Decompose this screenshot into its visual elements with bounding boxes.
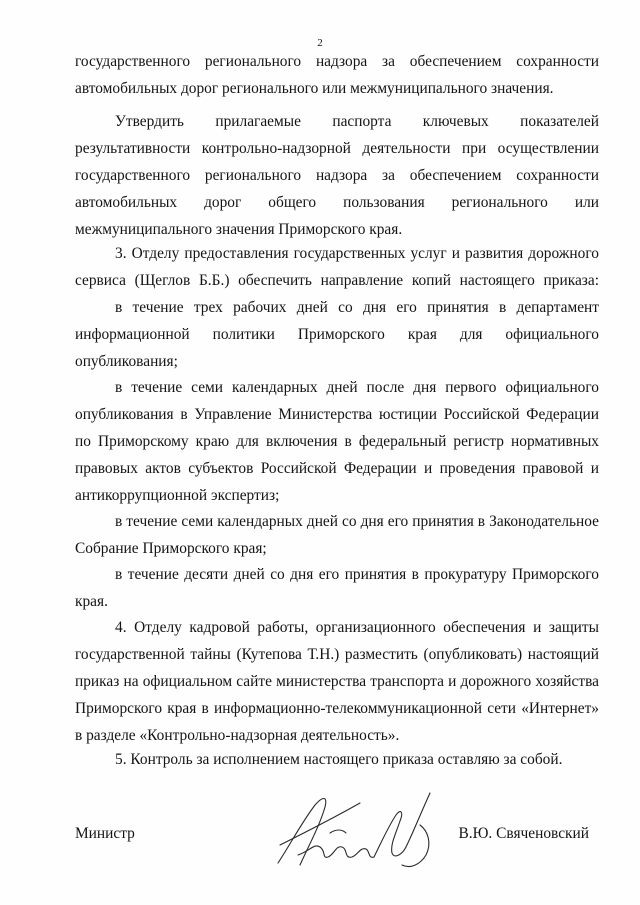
text-line: государственного регионального надзора за обеспечением сохранности <box>75 167 599 184</box>
text-line: в течение семи календарных дней со дня его принятия в Законодательное <box>115 513 599 530</box>
paragraph-approve <box>75 108 599 243</box>
text-line: опубликования; <box>75 353 178 370</box>
text-line: Утвердить прилагаемые паспорта ключевых показателей <box>115 113 599 130</box>
paragraph-legislative-assembly <box>75 508 599 562</box>
text-line: края. <box>75 593 108 610</box>
text-line: правовых актов субъектов Российской Федерации и проведения правовой и <box>75 460 599 477</box>
text-line: автомобильных дорог регионального или межмуниципального значения. <box>75 80 554 97</box>
text-line: в разделе «Контрольно-надзорная деятельность». <box>75 727 400 744</box>
paragraph-item-3 <box>75 240 599 294</box>
text-line: Приморского края в информационно-телекоммуникационной сети «Интернет» <box>75 700 599 717</box>
text-line: в течение трех рабочих дней со дня его принятия в департамент <box>115 299 599 316</box>
text-line: опубликования в Управление Министерства юстиции Российской Федерации <box>75 406 599 423</box>
text-line: государственной тайны (Кутепова Т.Н.) разместить (опубликовать) настоящий <box>75 646 599 663</box>
text-line: антикоррупционной экспертиз; <box>75 487 280 504</box>
paragraph-prosecutor <box>75 561 599 615</box>
signatory-name: В.Ю. Свяченовский <box>458 825 589 842</box>
paragraph-continuation <box>75 48 599 102</box>
text-line: государственного регионального надзора за обеспечением сохранности <box>75 53 599 70</box>
text-line: в течение семи календарных дней после дня первого официального <box>115 379 599 396</box>
paragraph-three-days <box>75 294 599 375</box>
text-line: автомобильных дорог общего пользования регионального или <box>75 194 599 211</box>
text-line: межмуниципального значения Приморского края. <box>75 221 403 238</box>
text-line: 4. Отделу кадровой работы, организационного обеспечения и защиты <box>115 619 599 636</box>
paragraph-item-4 <box>75 614 599 749</box>
signatory-title: Министр <box>75 825 135 842</box>
text-line: Собрание Приморского края; <box>75 540 267 557</box>
text-line: в течение десяти дней со дня его принятия в прокуратуру Приморского <box>115 566 599 583</box>
text-line: приказ на официальном сайте министерства транспорта и дорожного хозяйства <box>75 673 599 690</box>
paragraph-item-5 <box>75 746 599 773</box>
text-line: 5. Контроль за исполнением настоящего приказа оставляю за собой. <box>115 751 563 768</box>
text-line: 3. Отделу предоставления государственных услуг и развития дорожного <box>115 245 599 262</box>
text-line: информационной политики Приморского края для официального <box>75 326 599 343</box>
text-line: по Приморскому краю для включения в федеральный регистр нормативных <box>75 433 599 450</box>
text-line: сервиса (Щеглов Б.Б.) обеспечить направление копий настоящего приказа: <box>75 272 599 289</box>
text-line: результативности контрольно-надзорной деятельности при осуществлении <box>75 140 599 157</box>
page-number: 2 <box>317 37 323 49</box>
signature-block <box>75 825 599 855</box>
paragraph-seven-days-publication <box>75 374 599 509</box>
